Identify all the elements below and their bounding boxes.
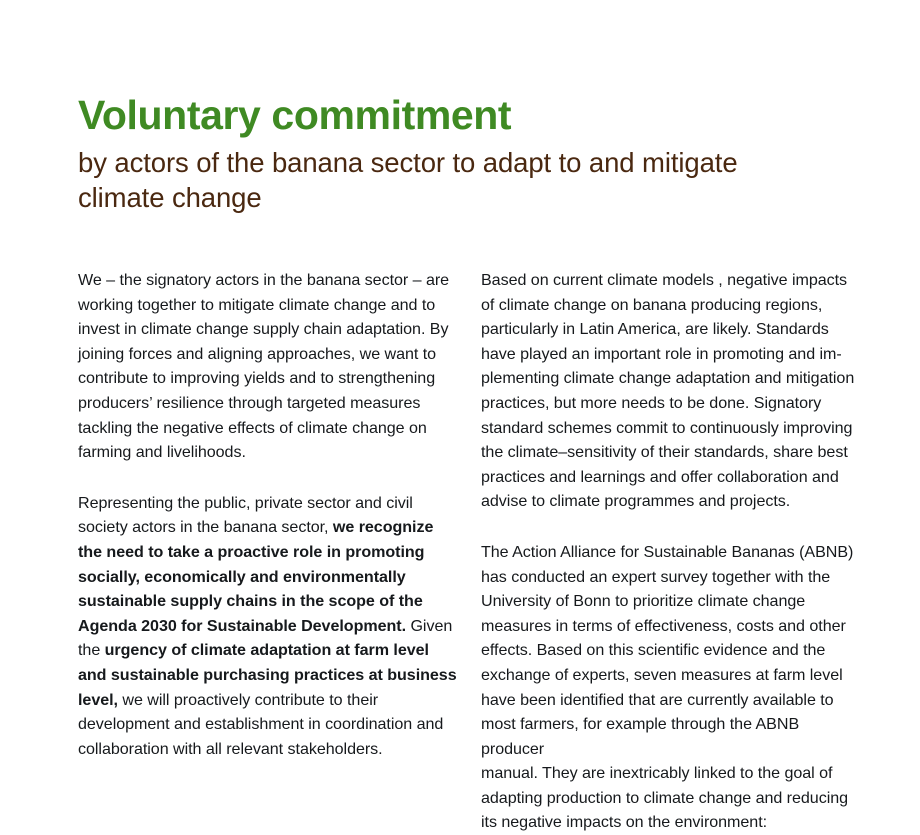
text-line: plementing climate change adaptation and mitigation	[481, 369, 855, 388]
text-line: tackling the negative effects of climate change on	[78, 418, 427, 437]
text-line: joining forces and aligning approaches, we want to	[78, 344, 437, 363]
text-run-regular: Given the	[78, 616, 453, 660]
paragraph-commitment	[78, 491, 457, 762]
text-line: its negative impacts on the environment:	[481, 813, 768, 832]
text-line: working together to mitigate climate change and to	[78, 295, 436, 314]
text-line: farming and livelihoods.	[78, 443, 246, 462]
text-line: University of Bonn to prioritize climate change	[481, 592, 806, 611]
text-line: invest in climate change supply chain adaptation. By	[78, 320, 449, 339]
text-run-regular: we will proactively contribute to their development and establishment in coordination and collaboration with all relevant stakeholders.	[78, 690, 444, 758]
text-line: particularly in Latin America, are likely. Standards	[481, 320, 829, 339]
text-line: has conducted an expert survey together with the	[481, 567, 831, 586]
text-line: exchange of experts, seven measures at farm level	[481, 665, 843, 684]
page-subtitle-line-1: by actors of the banana sector to adapt to and mitigate	[78, 147, 738, 178]
text-line: We – the signatory actors in the banana sector – are	[78, 271, 450, 289]
text-line: have played an important role in promoting and im-	[481, 344, 842, 363]
text-run-regular: Representing the public, private sector and civil society actors in the banana sector,	[78, 493, 413, 537]
text-line: have been identified that are currently available to	[481, 690, 834, 709]
text-line: advise to climate programmes and projects.	[481, 492, 791, 511]
paragraph-climate-models	[481, 268, 860, 514]
right-column	[481, 268, 860, 835]
paragraph-intro	[78, 268, 457, 465]
text-run-bold: urgency of climate adaptation at farm level and sustainable purchasing practices at business level,	[78, 641, 457, 709]
text-line: contribute to improving yields and to strengthening	[78, 369, 436, 388]
left-column	[78, 268, 457, 835]
text-line: the climate–sensitivity of their standards, share best	[481, 443, 848, 462]
body-columns	[78, 268, 868, 835]
text-line: most farmers, for example through the ABNB producer	[481, 715, 800, 758]
text-run-bold: we recognize the need to take a proactive role in promoting socially, economically and environmentally sustainable supply chains in the scope of the Agenda 2030 for Sustainable Development.	[78, 518, 434, 635]
paragraph-abnb	[481, 540, 860, 835]
text-line: producers’ resilience through targeted measures	[78, 393, 421, 412]
text-line: of climate change on banana producing regions,	[481, 295, 823, 314]
page-title: Voluntary commitment	[78, 92, 512, 138]
text-line: The Action Alliance for Sustainable Bananas (ABNB)	[481, 542, 854, 561]
page-subtitle	[78, 138, 868, 215]
text-line: adapting production to climate change and reducing	[481, 788, 849, 807]
text-line: practices and learnings and offer collaboration and	[481, 467, 839, 486]
text-line: practices, but more needs to be done. Signatory	[481, 393, 822, 412]
text-line: manual. They are inextricably linked to the goal of	[481, 764, 833, 783]
page-subtitle-line-2: climate change	[78, 182, 262, 213]
text-line: standard schemes commit to continuously improving	[481, 418, 853, 437]
document-heading	[78, 92, 868, 215]
text-line: Based on current climate models , negative impacts	[481, 271, 848, 289]
text-line: effects. Based on this scientific evidence and the	[481, 641, 826, 660]
text-line: measures in terms of effectiveness, costs and other	[481, 616, 846, 635]
